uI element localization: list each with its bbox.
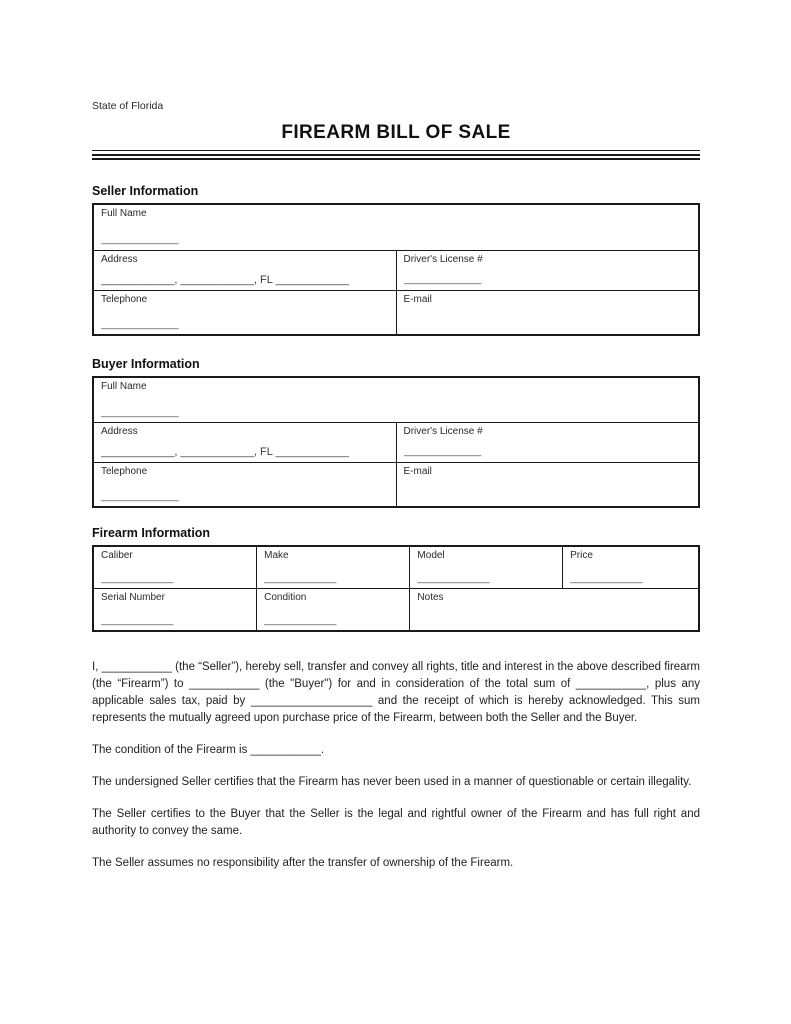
document-content [92, 0, 700, 872]
state-label: State of Florida [92, 100, 164, 112]
paragraph-legality-certification: The undersigned Seller certifies that the Firearm has never been used in a manner of questionable or certain illegality. [92, 776, 692, 788]
condition-blank: _____________ [264, 615, 337, 626]
firearm-section-heading: Firearm Information [92, 526, 211, 540]
title-rule [92, 150, 700, 160]
make-label: Make [264, 550, 289, 561]
seller-address-cell [93, 250, 396, 290]
agreement-body [92, 659, 700, 872]
caliber-blank: _____________ [101, 573, 174, 584]
seller-full-name-cell [93, 204, 699, 250]
full-name-label: Full Name [101, 380, 147, 392]
full-name-label: Full Name [101, 208, 147, 219]
seller-section-heading: Seller Information [92, 184, 199, 198]
seller-telephone-cell [93, 290, 396, 335]
full-name-blank: ______________ [101, 234, 179, 245]
drivers-license-label: Driver's License # [403, 426, 483, 437]
telephone-blank: ______________ [101, 491, 179, 502]
address-label: Address [101, 253, 138, 265]
caliber-label: Caliber [101, 550, 133, 561]
firearm-caliber-cell [93, 546, 257, 589]
title-rule-line-thin [92, 150, 700, 151]
firearm-make-cell [257, 546, 410, 589]
buyer-full-name-cell [93, 377, 699, 423]
buyer-address-cell [93, 423, 396, 463]
document-title: FIREARM BILL OF SALE [281, 122, 511, 143]
title-rule-line-thick-1 [92, 154, 700, 156]
firearm-notes-cell [410, 589, 699, 632]
title-rule-line-thick-2 [92, 158, 700, 160]
address-blank: ____________, ____________, FL ____________ [101, 273, 349, 286]
buyer-drivers-license-cell [396, 423, 699, 463]
model-blank: _____________ [417, 573, 490, 584]
firearm-condition-cell [257, 589, 410, 632]
email-label: E-mail [403, 293, 432, 305]
condition-label: Condition [264, 592, 307, 603]
telephone-label: Telephone [101, 293, 148, 305]
paragraph-sale-terms: I, ___________ (the “Seller”), hereby sell, transfer and convey all rights, title and interest in the above described firearm (the “Firearm”) to ___________ (the "Buyer") for and in consideration of the total sum of ___________, plus any applicable sales tax, paid by ___________________ and the receipt of which is hereby acknowledged. This sum represents the mutually agreed upon purchase price of the Firearm, between both the Seller and the Buyer. [92, 661, 700, 724]
address-label: Address [101, 426, 138, 437]
drivers-license-blank: ______________ [403, 273, 482, 285]
firearm-serial-number-cell [93, 589, 257, 632]
firearm-model-cell [410, 546, 563, 589]
telephone-blank: ______________ [101, 318, 179, 330]
buyer-info-table [92, 376, 700, 509]
notes-label: Notes [417, 592, 444, 603]
address-blank: ____________, ____________, FL ____________ [101, 446, 349, 458]
email-label: E-mail [403, 466, 432, 477]
telephone-label: Telephone [101, 466, 148, 477]
price-blank: _____________ [570, 573, 643, 584]
seller-drivers-license-cell [396, 250, 699, 290]
full-name-blank: ______________ [101, 406, 179, 418]
seller-email-cell [396, 290, 699, 335]
paragraph-responsibility-disclaimer: The Seller assumes no responsibility after the transfer of ownership of the Firearm. [92, 857, 514, 869]
make-blank: _____________ [264, 573, 337, 584]
buyer-email-cell [396, 463, 699, 508]
firearm-info-table [92, 545, 700, 632]
buyer-section-heading: Buyer Information [92, 356, 200, 371]
serial-number-blank: _____________ [101, 615, 174, 626]
serial-number-label: Serial Number [101, 592, 165, 603]
seller-info-table [92, 203, 700, 336]
price-label: Price [570, 550, 593, 561]
paragraph-ownership-certification: The Seller certifies to the Buyer that the Seller is the legal and rightful owner of the Firearm and has full right and authority to convey the same. [92, 808, 700, 837]
firearm-price-cell [563, 546, 699, 589]
buyer-telephone-cell [93, 463, 396, 508]
paragraph-condition: The condition of the Firearm is ___________. [92, 744, 325, 756]
drivers-license-blank: ______________ [403, 446, 482, 457]
model-label: Model [417, 550, 445, 561]
drivers-license-label: Driver's License # [403, 253, 483, 265]
